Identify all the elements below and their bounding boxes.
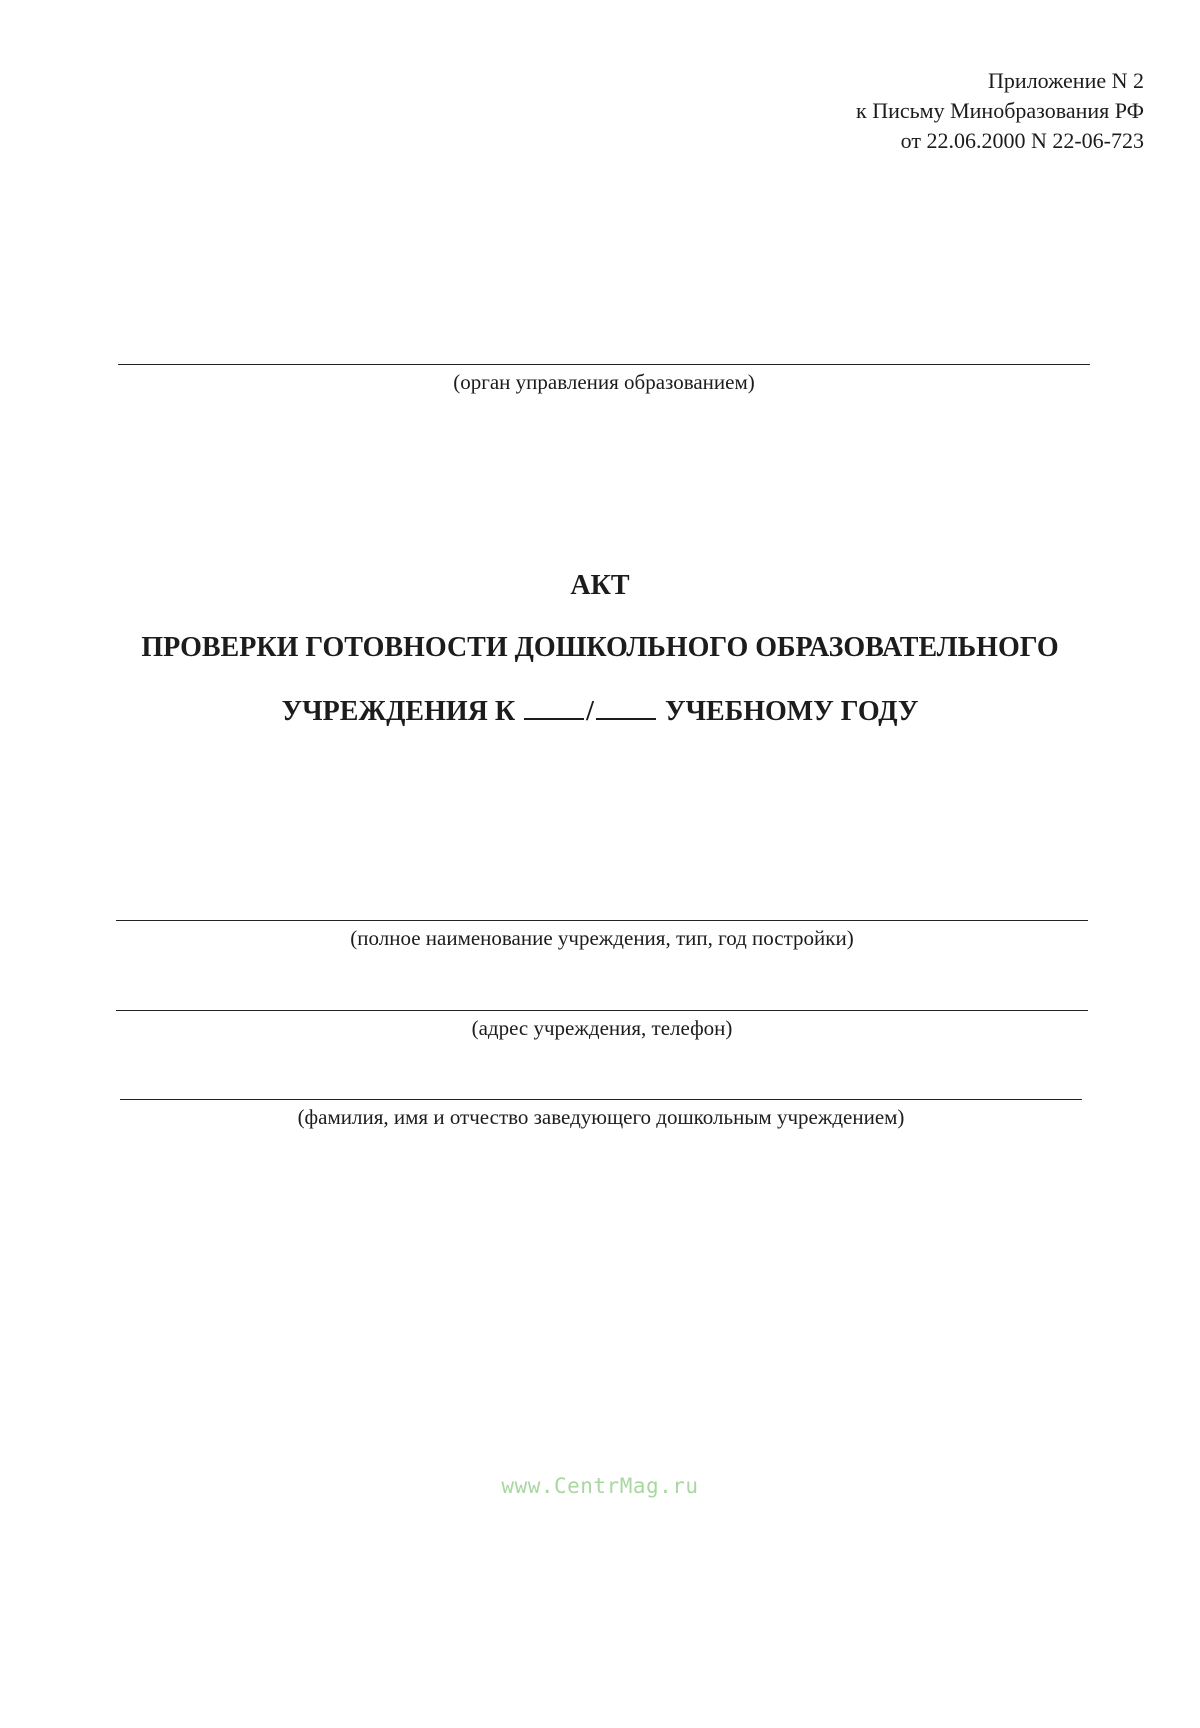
address-field-line	[116, 1010, 1088, 1011]
address-caption: (адрес учреждения, телефон)	[471, 1016, 733, 1040]
appendix-letter-date: от 22.06.2000 N 22-06-723	[900, 128, 1144, 153]
head-field-line	[120, 1099, 1082, 1100]
authority-field-line	[118, 364, 1090, 365]
appendix-number: Приложение N 2	[988, 68, 1144, 93]
appendix-letter-ref: к Письму Минобразования РФ	[856, 98, 1144, 123]
title-line-3-suffix: УЧЕБНОМУ ГОДУ	[664, 696, 919, 727]
institution-caption: (полное наименование учреждения, тип, год постройки)	[350, 926, 854, 950]
institution-field-line	[116, 920, 1088, 921]
watermark-link[interactable]: www.CentrMag.ru	[501, 1474, 699, 1498]
title-line-3-prefix: УЧРЕЖДЕНИЯ К	[281, 696, 516, 727]
head-caption: (фамилия, имя и отчество заведующего дошкольным учреждением)	[297, 1105, 905, 1129]
authority-caption: (орган управления образованием)	[453, 370, 755, 394]
year-end-blank	[596, 694, 656, 720]
title-act: АКТ	[570, 570, 630, 601]
title-line-3	[0, 694, 1200, 728]
year-start-blank	[524, 694, 584, 720]
title-line-2: ПРОВЕРКИ ГОТОВНОСТИ ДОШКОЛЬНОГО ОБРАЗОВАТЕЛЬНОГО	[141, 632, 1059, 663]
year-separator: /	[586, 696, 594, 727]
appendix-reference	[856, 66, 1144, 156]
